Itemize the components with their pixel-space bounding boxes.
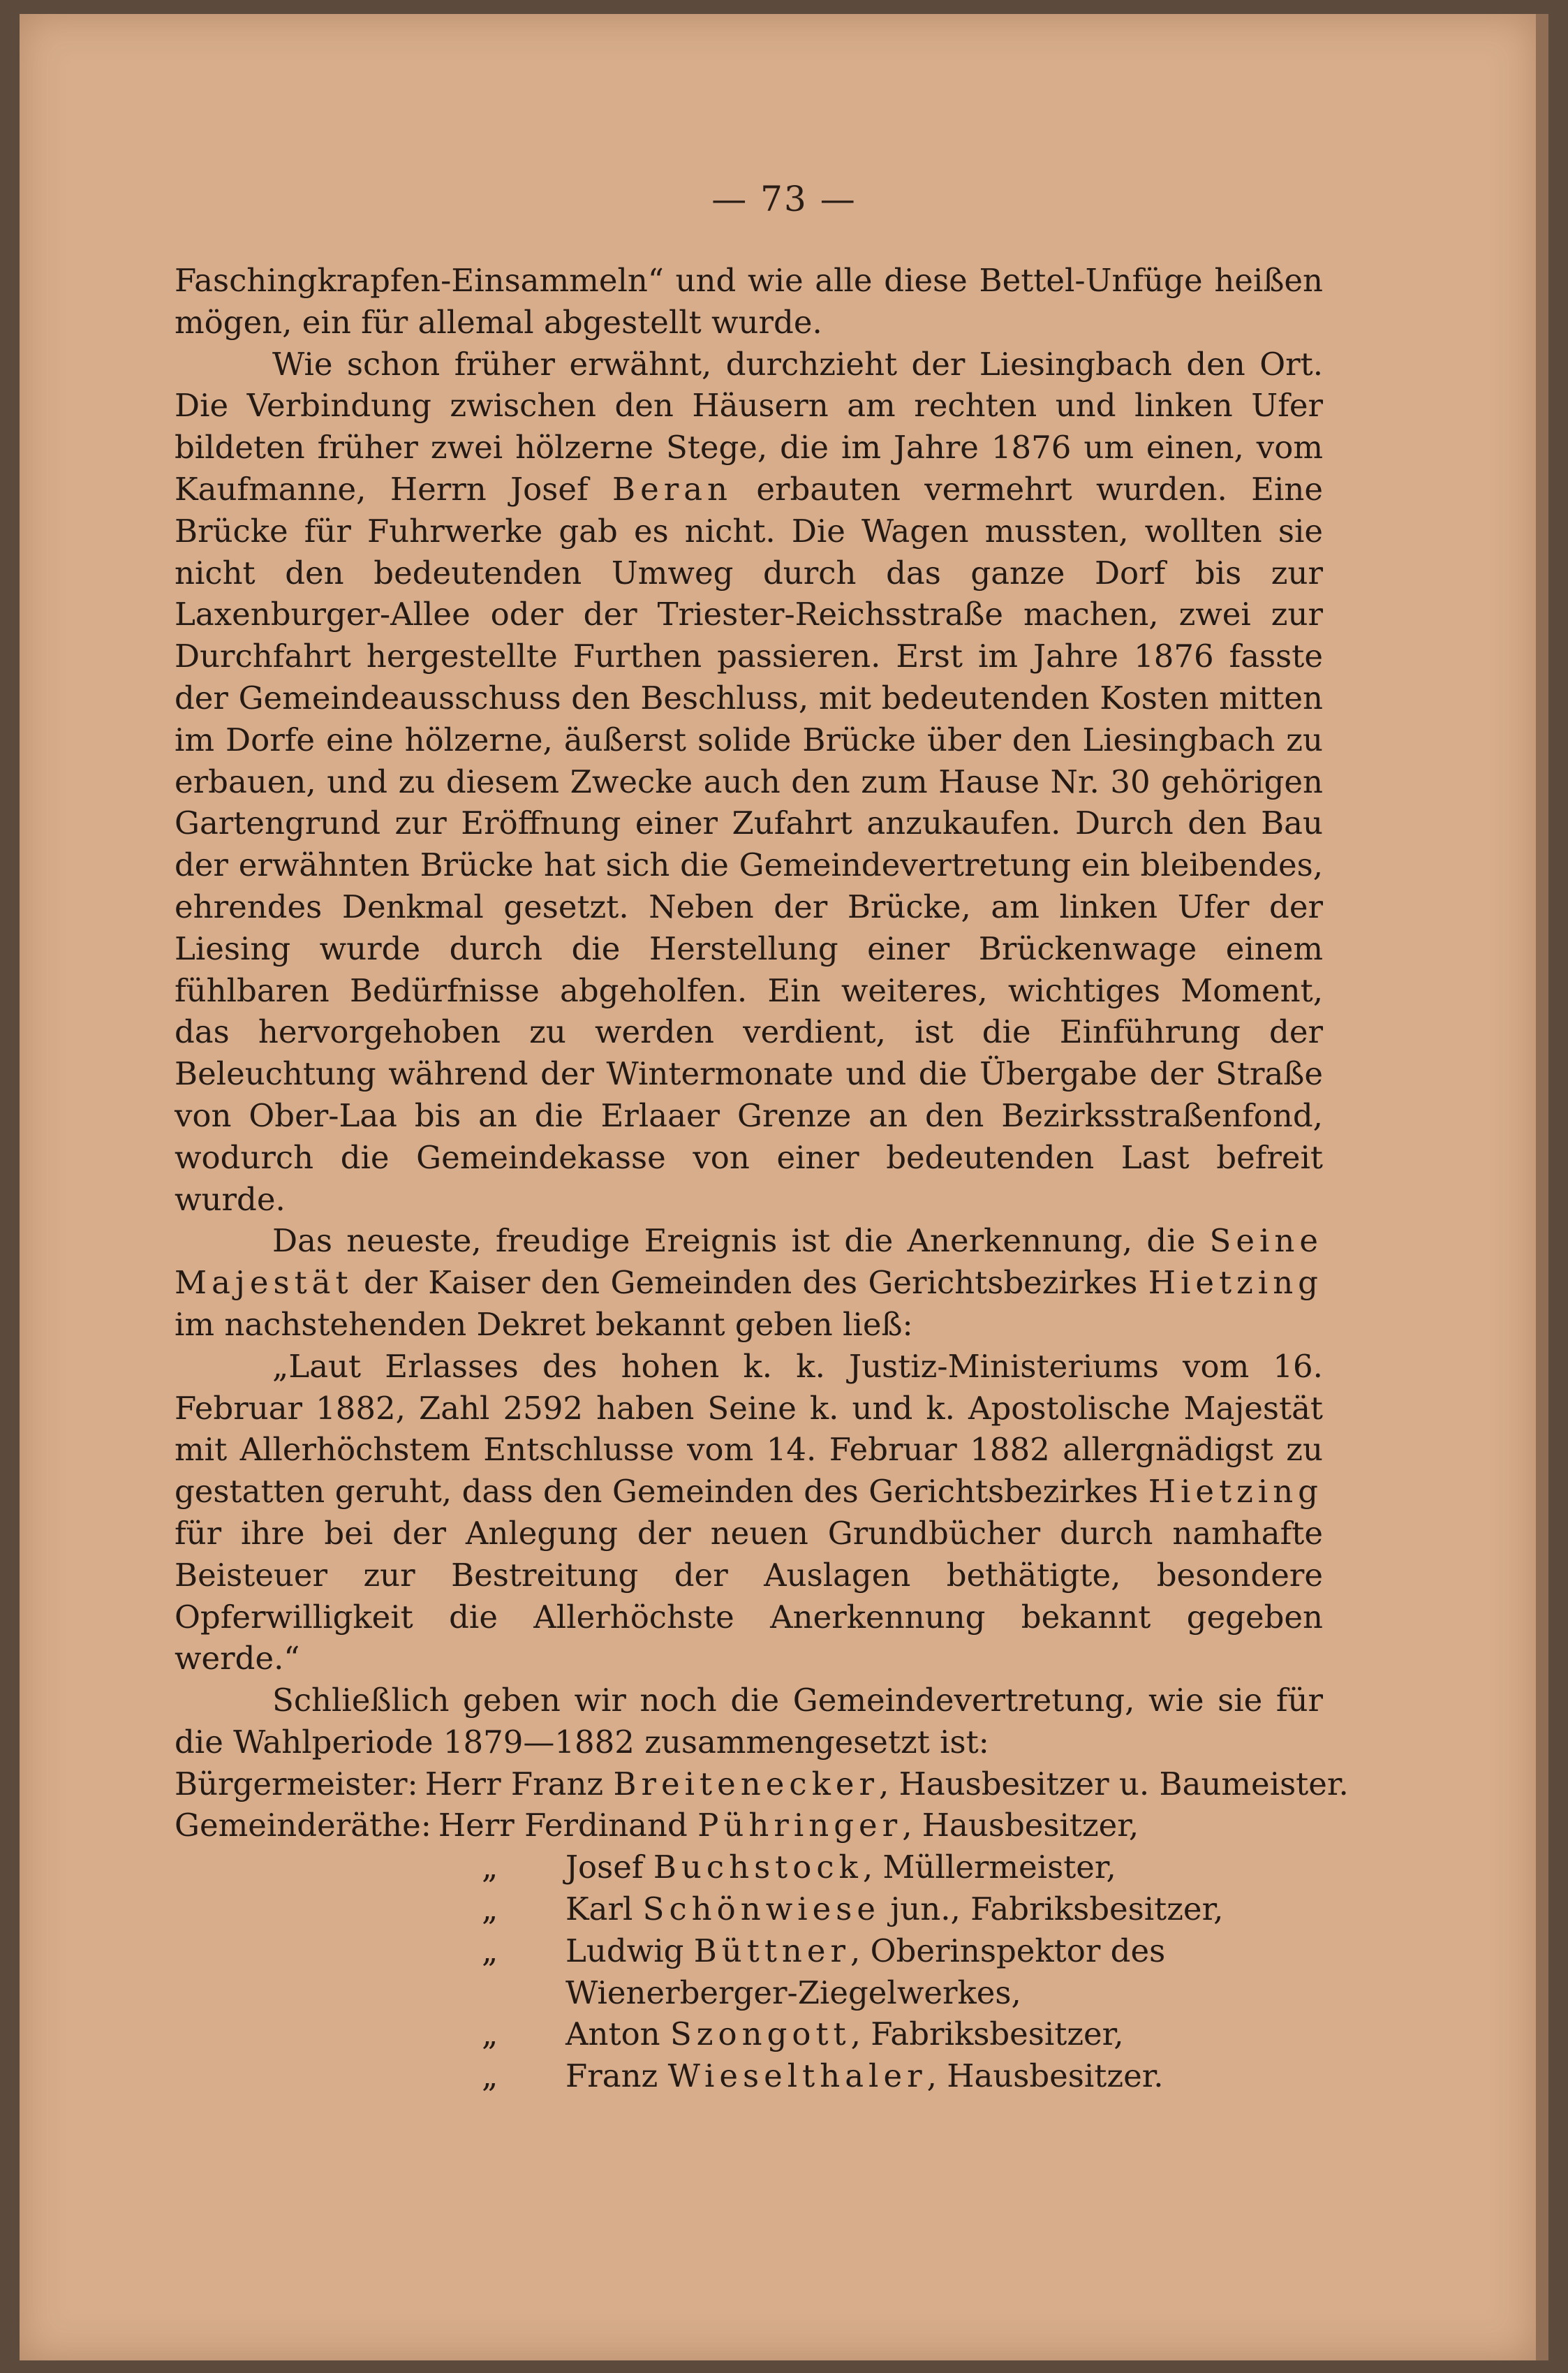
councillor-prefix: Josef	[565, 1849, 653, 1886]
councillor-row	[175, 1846, 1323, 1888]
councillor-entry	[565, 2055, 1323, 2097]
book-page	[20, 14, 1548, 2360]
councillor-entry-first	[438, 1805, 1323, 1846]
councillor-suffix: , Oberinspektor des Wienerberger-Ziegelwerkes,	[565, 1932, 1166, 2011]
councillor-suffix: jun., Fabriksbesitzer,	[880, 1890, 1224, 1928]
paragraph-2	[175, 344, 1323, 1221]
mayor-label: Bürgermeister:	[175, 1765, 418, 1802]
councillor-prefix: Anton	[565, 2015, 670, 2053]
paragraph-4: Schließlich geben wir noch die Gemeindevertretung, wie sie für die Wahlperiode 1879—1882 zusammengesetzt ist:	[175, 1682, 1323, 1761]
mayor-entry	[425, 1763, 1349, 1805]
councillor-first-prefix: Herr Ferdinand	[438, 1807, 698, 1844]
councillor-first-suffix: , Hausbesitzer,	[902, 1807, 1139, 1844]
councillor-suffix: , Fabriksbesitzer,	[850, 2015, 1124, 2053]
councillor-name: Büttner	[693, 1932, 851, 1969]
councillors-label: Gemeinderäthe:	[175, 1807, 431, 1844]
mayor-suffix: , Hausbesitzer u. Baumeister.	[879, 1765, 1349, 1802]
ditto-mark: „	[482, 1932, 498, 1969]
paragraph-1: Faschingkrapfen-Einsammeln“ und wie alle diese Bettel-Unfüge heißen mögen, ein für allemal abgestellt wurde.	[175, 262, 1323, 341]
paragraph-3-part-b: der Kaiser den Gemeinden des Gerichtsbezirkes	[353, 1264, 1148, 1302]
councillor-entry	[565, 1846, 1323, 1888]
councillor-prefix: Ludwig	[565, 1932, 694, 1969]
councillor-row	[175, 2013, 1323, 2055]
councillor-name: Schönwiese	[642, 1890, 881, 1928]
paragraph-2-part-b: erbauten vermehrt wurden. Eine Brücke für Fuhrwerke gab es nicht. Die Wagen mussten, wollten sie nicht den bedeutenden Umweg durch das ganze Dorf bis zur Laxenburger-Allee oder der Triester-Reichsstraße machen, zwei zur Durchfahrt hergestellte Furthen passieren. Erst im Jahre 1876 fasste der Gemeindeausschuss den Beschluss, mit bedeutenden Kosten mitten im Dorfe eine hölzerne, äußerst solide Brücke über den Liesingbach zu erbauen, und zu diesem Zwecke auch den zum Hause Nr. 30 gehörigen Gartengrund zur Eröffnung einer Zufahrt anzukaufen. Durch den Bau der erwähnten Brücke hat sich die Gemeindevertretung ein bleibendes, ehrendes Denkmal gesetzt. Neben der Brücke, am linken Ufer der Liesing wurde durch die Herstellung einer Brückenwage einem fühlbaren Bedürfnisse abgeholfen. Ein weiteres, wichtiges Moment, das hervorgehoben zu werden verdient, ist die Einführung der Beleuchtung während der Wintermonate und die Übergabe der Straße von Ober-Laa bis an die Erlaaer Grenze an den Bezirksstraßenfond, wodurch die Gemeindekasse von einer bedeutenden Last befreit wurde.	[175, 470, 1324, 1218]
decree-quote-part-b: für ihre bei der Anlegung der neuen Grundbücher durch namhafte Beisteuer zur Bestreitung der Auslagen bethätigte, besondere Opferwilligkeit die Allerhöchste Anerkennung bekannt gegeben werde.“	[175, 1514, 1323, 1677]
councillor-row	[175, 2055, 1323, 2097]
mayor-prefix: Herr Franz	[424, 1765, 614, 1802]
mayor-name: Breitenecker	[613, 1765, 879, 1802]
councillor-row	[175, 1888, 1323, 1930]
councillor-name: Szongott	[670, 2015, 851, 2053]
paragraph-3-part-a: Das neueste, freudige Ereignis ist die Anerkennung, die	[272, 1222, 1210, 1260]
councillor-name: Wieselthaler	[667, 2057, 927, 2095]
councillor-first-name: Pühringer	[697, 1807, 903, 1844]
councillor-suffix: , Hausbesitzer.	[926, 2057, 1164, 2095]
ditto-mark: „	[482, 1890, 498, 1928]
councillor-entry	[565, 1888, 1323, 1930]
paragraph-2-part-a: Wie schon früher erwähnt, durchzieht der Liesingbach den Ort. Die Verbindung zwischen den Häusern am rechten und linken Ufer bildeten früher zwei hölzerne Stege, die im Jahre 1876 um einen, vom Kaufmanne, Herrn Josef	[175, 345, 1323, 508]
page-number: — 73 —	[711, 179, 857, 219]
seine-majestaet: Seine Majestät	[175, 1222, 1323, 1302]
councillor-prefix: Franz	[565, 2057, 668, 2095]
decree-hietzing-name: Hietzing	[1148, 1473, 1323, 1511]
mayor-row	[175, 1763, 1349, 1805]
paragraph-3	[175, 1220, 1323, 1345]
ditto-mark: „	[482, 2057, 498, 2095]
decree-quote	[175, 1346, 1323, 1680]
councillor-suffix: , Müllermeister,	[862, 1849, 1116, 1886]
councillor-entry	[565, 2013, 1323, 2055]
hietzing-name: Hietzing	[1148, 1264, 1323, 1302]
councillor-prefix: Karl	[565, 1890, 643, 1928]
page-body	[175, 260, 1349, 2097]
councillors-row	[175, 1805, 1323, 1846]
councillor-name: Buchstock	[653, 1849, 863, 1886]
ditto-mark: „	[482, 1849, 498, 1886]
councillor-row	[175, 1930, 1323, 2014]
councillor-entry	[565, 1930, 1323, 2014]
decree-quote-part-a: „Laut Erlasses des hohen k. k. Justiz-Ministeriums vom 16. Februar 1882, Zahl 2592 haben Seine k. und k. Apostolische Majestät mit Allerhöchstem Entschlusse vom 14. Februar 1882 allergnädigst zu gestatten geruht, dass den Gemeinden des Gerichtsbezirkes	[175, 1347, 1323, 1511]
name-beran: Beran	[612, 470, 733, 508]
ditto-mark: „	[482, 2015, 498, 2053]
paragraph-3-part-c: im nachstehenden Dekret bekannt geben ließ:	[175, 1305, 913, 1343]
